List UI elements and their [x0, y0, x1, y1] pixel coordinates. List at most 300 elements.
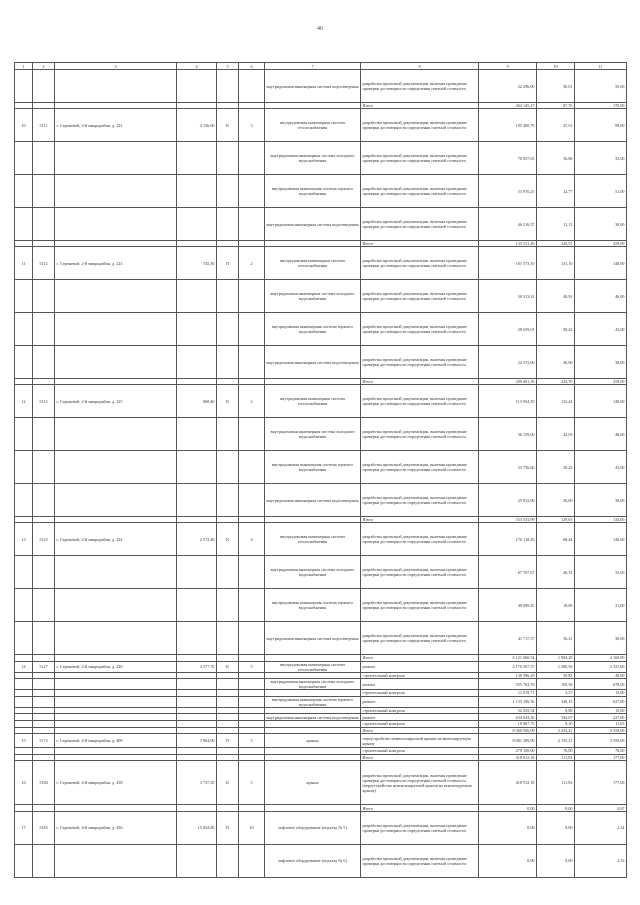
- table-cell-col-3: [55, 280, 177, 313]
- table-row: [15, 754, 627, 761]
- table-cell-col-5: [217, 727, 239, 734]
- table-cell-col-7: крыша: [265, 734, 361, 748]
- table-cell-col-1: 12: [15, 385, 33, 418]
- table-cell-col-8: разработка проектной документации, включая проведение проверки достоверности определения сметной стоимости: [361, 811, 479, 844]
- table-cell-col-10: 0,00: [537, 805, 575, 812]
- table-cell-col-4: [177, 622, 217, 655]
- table-cell-col-8: строительный контроль: [361, 748, 479, 755]
- table-row: [15, 661, 627, 672]
- table-cell-col-11: 134,00: [575, 517, 627, 523]
- table-cell-col-7: [265, 720, 361, 727]
- table-cell-col-5: [217, 418, 239, 451]
- table-cell-col-10: 87,76: [537, 103, 575, 109]
- table-cell-col-4: [177, 313, 217, 346]
- table-cell-col-1: [15, 679, 33, 690]
- table-cell-col-11: 30,00: [575, 346, 627, 379]
- table-cell-col-8: разработка проектной документации, включая проведение проверки достоверности определения сметной стоимости: [361, 844, 479, 877]
- table-cell-col-9: 418 912,18: [479, 761, 537, 805]
- table-cell-col-9: 41 717,57: [479, 622, 537, 655]
- table-cell-col-7: внутридомовая инженерная система горячего водоснабжения: [265, 313, 361, 346]
- table-cell-col-1: [15, 175, 33, 208]
- table-cell-col-8: разработка проектной документации, включая проведение проверки достоверности определения сметной стоимости: [361, 346, 479, 379]
- table-cell-col-1: [15, 346, 33, 379]
- table-cell-col-1: [15, 672, 33, 679]
- table-cell-col-10: 30,00: [537, 484, 575, 517]
- table-cell-col-7: [265, 727, 361, 734]
- table-cell-col-2: [33, 142, 55, 175]
- table-cell-col-6: 5: [239, 734, 265, 748]
- table-cell-col-2: [33, 622, 55, 655]
- table-row: [15, 385, 627, 418]
- table-cell-col-3: [55, 655, 177, 662]
- table-cell-col-10: 16,21: [537, 622, 575, 655]
- table-row: [15, 247, 627, 280]
- table-cell-col-4: 15 834,80: [177, 811, 217, 844]
- table-cell-col-6: [239, 707, 265, 714]
- table-cell-col-10: 111,92: [537, 761, 575, 805]
- table-cell-col-6: [239, 754, 265, 761]
- table-cell-col-4: [177, 844, 217, 877]
- table-cell-col-10: 16,86: [537, 142, 575, 175]
- table-cell-col-11: 51,00: [575, 175, 627, 208]
- table-cell-col-8: строительный контроль: [361, 707, 479, 714]
- table-cell-col-7: внутридомовая инженерная система горячего водоснабжения: [265, 589, 361, 622]
- table-cell-col-11: 33,00: [575, 142, 627, 175]
- table-cell-col-4: [177, 754, 217, 761]
- table-cell-col-7: внутридомовая инженерная система горячего водоснабжения: [265, 696, 361, 707]
- table-cell-col-8: строительный контроль: [361, 690, 479, 697]
- table-cell-col-5: [217, 805, 239, 812]
- table-cell-col-5: П: [217, 247, 239, 280]
- table-cell-col-8: разработка проектной документации, включая проведение проверки достоверности определения сметной стоимости: [361, 556, 479, 589]
- table-cell-col-9: 333 533,99: [479, 517, 537, 523]
- table-cell-col-6: 5: [239, 661, 265, 672]
- table-cell-col-8: разработка проектной документации, включая проведение проверки достоверности определения сметной стоимости: [361, 451, 479, 484]
- table-cell-col-4: 4 156,60: [177, 109, 217, 142]
- table-cell-col-1: [15, 696, 33, 707]
- table-cell-col-11: 3 559,00: [575, 727, 627, 734]
- table-cell-col-2: [33, 727, 55, 734]
- table-cell-col-3: [55, 727, 177, 734]
- table-cell-col-9: 70 057,65: [479, 142, 537, 175]
- table-cell-col-10: 3,37: [537, 690, 575, 697]
- table-cell-col-9: 4 176 507,57: [479, 661, 537, 672]
- table-row: [15, 672, 627, 679]
- table-row: [15, 484, 627, 517]
- table-cell-col-11: 4,67: [575, 805, 627, 812]
- table-cell-col-1: [15, 690, 33, 697]
- table-row: [15, 589, 627, 622]
- page-number: 46: [317, 26, 323, 32]
- table-cell-col-3: [55, 346, 177, 379]
- table-cell-col-4: [177, 484, 217, 517]
- table-row: [15, 707, 627, 714]
- table-cell-col-2: [33, 679, 55, 690]
- table-cell-col-2: [33, 672, 55, 679]
- table-cell-col-3: [55, 805, 177, 812]
- table-cell-col-4: 3 964,00: [177, 734, 217, 748]
- table-cell-col-2: [33, 805, 55, 812]
- table-row: [15, 805, 627, 812]
- table-cell-col-10: 346,15: [537, 696, 575, 707]
- header-cell: 7: [265, 63, 361, 70]
- table-cell-col-11: 76,00: [575, 748, 627, 755]
- table-cell-col-7: крыша: [265, 761, 361, 805]
- table-row: [15, 761, 627, 805]
- table-row: [15, 280, 627, 313]
- table-cell-col-10: 2 233,21: [537, 727, 575, 734]
- table-cell-col-1: [15, 844, 33, 877]
- table-cell-col-5: [217, 754, 239, 761]
- table-cell-col-5: [217, 70, 239, 103]
- table-cell-col-8: Итого: [361, 379, 479, 385]
- table-cell-col-10: 12,77: [537, 175, 575, 208]
- table-cell-col-2: [33, 346, 55, 379]
- table-cell-col-6: [239, 805, 265, 812]
- table-cell-col-6: [239, 70, 265, 103]
- table-cell-col-6: 5: [239, 761, 265, 805]
- table-cell-col-8: разработка проектной документации, включая проведение проверки достоверности определения сметной стоимости: [361, 313, 479, 346]
- table-cell-col-5: [217, 844, 239, 877]
- table-cell-col-7: [265, 672, 361, 679]
- table-cell-col-2: [33, 451, 55, 484]
- table-cell-col-9: 48 090,45: [479, 589, 537, 622]
- table-cell-col-7: внутридомовая инженерная система водоотведения: [265, 346, 361, 379]
- table-cell-col-4: [177, 679, 217, 690]
- table-cell-col-10: 2 155,21: [537, 734, 575, 748]
- table-cell-col-4: 3 277,70: [177, 661, 217, 672]
- table-cell-col-2: 5111: [33, 109, 55, 142]
- table-cell-col-7: внутридомовая инженерная система теплоснабжения: [265, 385, 361, 418]
- table-cell-col-7: [265, 805, 361, 812]
- table-cell-col-5: [217, 313, 239, 346]
- table-cell-col-8: Итого: [361, 655, 479, 662]
- table-cell-col-8: разработка проектной документации, включая проведение проверки достоверности определения сметной стоимости: [361, 523, 479, 556]
- table-cell-col-1: 10: [15, 109, 33, 142]
- table-row: [15, 655, 627, 662]
- table-cell-col-8: Итого: [361, 805, 479, 812]
- table-cell-col-10: 1 994,20: [537, 655, 575, 662]
- table-cell-col-3: [55, 208, 177, 241]
- table-cell-col-7: внутридомовая инженерная система водоотведения: [265, 208, 361, 241]
- table-cell-col-1: [15, 484, 33, 517]
- table-cell-col-10: 26,31: [537, 556, 575, 589]
- table-cell-col-7: внутридомовая инженерная система холодного водоснабжения: [265, 280, 361, 313]
- table-cell-col-8: разработка проектной документации, включая проведение проверки достоверности определения сметной стоимости: [361, 109, 479, 142]
- header-cell: 2: [33, 63, 55, 70]
- table-row: [15, 622, 627, 655]
- table-cell-col-6: 2: [239, 385, 265, 418]
- table-cell-col-4: [177, 714, 217, 721]
- table-cell-col-2: 5172: [33, 734, 55, 748]
- table-cell-col-11: 140,00: [575, 247, 627, 280]
- table-cell-col-10: 40,91: [537, 280, 575, 313]
- table-row: [15, 418, 627, 451]
- table-cell-col-5: К: [217, 385, 239, 418]
- table-cell-col-9: 32 335,54: [479, 707, 537, 714]
- table-cell-col-3: г. Стрежевой, 4-й микрорайон, д. 436: [55, 811, 177, 844]
- table-cell-col-11: 627,00: [575, 696, 627, 707]
- table-cell-col-7: внутридомовая инженерная система теплоснабжения: [265, 661, 361, 672]
- table-cell-col-11: 30,00: [575, 208, 627, 241]
- table-cell-col-3: [55, 451, 177, 484]
- table-cell-col-4: [177, 727, 217, 734]
- table-cell-col-2: [33, 70, 55, 103]
- table-cell-col-1: [15, 720, 33, 727]
- table-cell-col-1: [15, 748, 33, 755]
- table-cell-col-10: 38,42: [537, 313, 575, 346]
- table-cell-col-11: 30,00: [575, 484, 627, 517]
- table-cell-col-7: лифтовое оборудование (подъезд № 6): [265, 844, 361, 877]
- table-cell-col-9: 1 133 196,56: [479, 696, 537, 707]
- table-cell-col-10: 8,10: [537, 720, 575, 727]
- table-cell-col-3: [55, 714, 177, 721]
- table-row: [15, 556, 627, 589]
- table-cell-col-11: 99,00: [575, 109, 627, 142]
- table-cell-col-9: 8 081 289,09: [479, 734, 537, 748]
- table-cell-col-5: [217, 748, 239, 755]
- table-cell-col-6: [239, 714, 265, 721]
- table-cell-col-1: 15: [15, 734, 33, 748]
- table-cell-col-11: 678,00: [575, 679, 627, 690]
- table-cell-col-5: [217, 622, 239, 655]
- table-cell-col-6: [239, 589, 265, 622]
- table-cell-col-6: [239, 451, 265, 484]
- table-cell-col-11: 33,00: [575, 556, 627, 589]
- header-cell: 3: [55, 63, 177, 70]
- table-cell-col-2: [33, 754, 55, 761]
- table-cell-col-9: 0,00: [479, 811, 537, 844]
- table-cell-col-9: 28 659,01: [479, 313, 537, 346]
- table-cell-col-1: [15, 208, 33, 241]
- table-cell-col-2: [33, 589, 55, 622]
- table-cell-col-11: 259,00: [575, 241, 627, 247]
- table-cell-col-11: 46,00: [575, 418, 627, 451]
- table-cell-col-5: К: [217, 109, 239, 142]
- table-cell-col-3: г. Стрежевой, 4-й микрорайон, д. 409: [55, 734, 177, 748]
- table-cell-col-10: 111,92: [537, 754, 575, 761]
- table-cell-col-5: [217, 175, 239, 208]
- table-cell-col-1: 11: [15, 247, 33, 280]
- table-cell-col-3: г. Стрежевой, 4-й микрорайон, д. 438: [55, 761, 177, 805]
- table-row: [15, 696, 627, 707]
- table-cell-col-6: [239, 844, 265, 877]
- table-row: [15, 70, 627, 103]
- table-cell-col-6: [239, 418, 265, 451]
- table-cell-col-3: [55, 175, 177, 208]
- table-row: [15, 690, 627, 697]
- table-row: [15, 844, 627, 877]
- table-cell-col-9: 176 118,30: [479, 523, 537, 556]
- table-cell-col-3: г. Стрежевой, 2-й микрорайон, д. 223: [55, 247, 177, 280]
- table-cell-col-1: [15, 707, 33, 714]
- table-cell-col-9: 22 296,00: [479, 70, 537, 103]
- table-cell-col-4: [177, 707, 217, 714]
- table-cell-col-2: [33, 175, 55, 208]
- table-cell-col-2: [33, 690, 55, 697]
- table-cell-col-5: [217, 484, 239, 517]
- table-cell-col-6: [239, 727, 265, 734]
- table-cell-col-8: строительный контроль: [361, 720, 479, 727]
- table-cell-col-3: [55, 313, 177, 346]
- table-cell-col-10: 39,84: [537, 672, 575, 679]
- table-cell-col-1: 16: [15, 761, 33, 805]
- table-cell-col-8: разработка проектной документации, включая проведение проверки достоверности определения сметной стоимости: [361, 385, 479, 418]
- table-cell-col-7: внутридомовая инженерная система водоотведения: [265, 714, 361, 721]
- table-cell-col-10: 47,01: [537, 109, 575, 142]
- table-cell-col-5: [217, 714, 239, 721]
- table-cell-col-11: 43,00: [575, 313, 627, 346]
- table-cell-col-9: 209 681,59: [479, 379, 537, 385]
- table-cell-col-8: Итого: [361, 517, 479, 523]
- table-cell-col-11: 2,33: [575, 844, 627, 877]
- table-cell-col-4: [177, 175, 217, 208]
- table-cell-col-1: [15, 655, 33, 662]
- table-cell-col-10: 0,00: [537, 811, 575, 844]
- table-cell-col-8: разработка проектной документации, включая проведение проверки достоверности определения сметной стоимости (переустройство невентилируемой крыши на вентилируемую крышу): [361, 761, 479, 805]
- table-cell-col-3: [55, 720, 177, 727]
- table-cell-col-10: 68,44: [537, 523, 575, 556]
- table-cell-col-8: разработка проектной документации, включая проведение проверки достоверности определения сметной стоимости: [361, 280, 479, 313]
- table-cell-col-4: [177, 696, 217, 707]
- table-cell-col-8: разработка проектной документации, включая проведение проверки достоверности определения сметной стоимости: [361, 418, 479, 451]
- header-cell: 5: [217, 63, 239, 70]
- table-cell-col-7: [265, 748, 361, 755]
- table-cell-col-10: 243,70: [537, 379, 575, 385]
- table-cell-col-3: [55, 418, 177, 451]
- table-cell-col-11: 43,00: [575, 451, 627, 484]
- table-cell-col-5: [217, 720, 239, 727]
- table-cell-col-8: переустройство невентилируемой крыши на вентилируемую крышу: [361, 734, 479, 748]
- table-cell-col-10: 0,00: [537, 844, 575, 877]
- table-row: [15, 714, 627, 721]
- header-cell: 8: [361, 63, 479, 70]
- table-cell-col-11: 177,00: [575, 754, 627, 761]
- table-cell-col-5: П: [217, 734, 239, 748]
- table-cell-col-11: 2 527,00: [575, 661, 627, 672]
- table-cell-col-9: 22 372,00: [479, 346, 537, 379]
- table-cell-col-8: разработка проектной документации, включая проведение проверки достоверности определения сметной стоимости: [361, 247, 479, 280]
- table-cell-col-9: 555 763,76: [479, 679, 537, 690]
- header-cell: 10: [537, 63, 575, 70]
- table-cell-col-7: [265, 754, 361, 761]
- table-cell-col-1: [15, 714, 33, 721]
- header-cell: 6: [239, 63, 265, 70]
- table-cell-col-10: 169,56: [537, 679, 575, 690]
- table-cell-col-9: 30 313,31: [479, 280, 537, 313]
- table-cell-col-8: ремонт: [361, 679, 479, 690]
- table-cell-col-2: 5112: [33, 247, 55, 280]
- table-cell-col-3: [55, 679, 177, 690]
- table-cell-col-8: разработка проектной документации, включая проведение проверки достоверности определения сметной стоимости: [361, 142, 479, 175]
- table-cell-col-4: 860,40: [177, 385, 217, 418]
- table-cell-col-6: [239, 346, 265, 379]
- table-cell-col-11: 11,03: [575, 720, 627, 727]
- table-cell-col-7: внутридомовая инженерная система холодного водоснабжения: [265, 556, 361, 589]
- table-cell-col-4: [177, 451, 217, 484]
- table-cell-col-2: [33, 714, 55, 721]
- table-cell-col-2: [33, 556, 55, 589]
- table-cell-col-4: [177, 672, 217, 679]
- table-cell-col-7: [265, 707, 361, 714]
- table-cell-col-1: [15, 622, 33, 655]
- table-cell-col-5: [217, 280, 239, 313]
- table-cell-col-3: [55, 696, 177, 707]
- table-row: [15, 523, 627, 556]
- table-cell-col-2: 5127: [33, 661, 55, 672]
- table-cell-col-10: 42,03: [537, 418, 575, 451]
- table-cell-col-1: 17: [15, 811, 33, 844]
- table-cell-col-2: [33, 208, 55, 241]
- table-cell-col-5: [217, 672, 239, 679]
- table-cell-col-3: г. Стрежевой, 2-й микрорайон, д. 236: [55, 661, 177, 672]
- table-cell-col-8: разработка проектной документации, включая проведение проверки достоверности определения сметной стоимости: [361, 622, 479, 655]
- table-cell-col-3: [55, 754, 177, 761]
- table-cell-col-3: [55, 690, 177, 697]
- table-cell-col-8: ремонт: [361, 696, 479, 707]
- table-cell-col-1: 13: [15, 523, 33, 556]
- table-cell-col-3: г. Стрежевой, 2-й микрорайон, д. 222: [55, 109, 177, 142]
- table-cell-col-4: [177, 589, 217, 622]
- table-cell-col-11: 177,00: [575, 761, 627, 805]
- table-cell-col-9: 25 812,00: [479, 484, 537, 517]
- table-cell-col-4: [177, 720, 217, 727]
- table-cell-col-3: [55, 672, 177, 679]
- table-cell-col-11: 140,00: [575, 523, 627, 556]
- table-cell-col-7: внутридомовая инженерная система холодного водоснабжения: [265, 142, 361, 175]
- table-cell-col-5: [217, 655, 239, 662]
- table-cell-col-2: [33, 655, 55, 662]
- table-cell-col-6: [239, 175, 265, 208]
- table-cell-col-10: 76,00: [537, 748, 575, 755]
- table-cell-col-3: [55, 748, 177, 755]
- table-cell-col-11: 15,00: [575, 707, 627, 714]
- table-cell-col-10: 39,23: [537, 451, 575, 484]
- table-cell-col-11: 259,00: [575, 379, 627, 385]
- table-cell-col-1: 14: [15, 661, 33, 672]
- table-cell-col-4: [177, 690, 217, 697]
- table-cell-col-2: [33, 313, 55, 346]
- table-cell-col-7: внутридомовая инженерная система теплоснабжения: [265, 523, 361, 556]
- table-cell-col-7: внутридомовая инженерная система горячего водоснабжения: [265, 175, 361, 208]
- header-cell: 11: [575, 63, 627, 70]
- table-cell-col-3: [55, 844, 177, 877]
- table-cell-col-8: Итого: [361, 103, 479, 109]
- table-cell-col-1: [15, 451, 33, 484]
- header-cell: 9: [479, 63, 537, 70]
- table-cell-col-9: 67 707,67: [479, 556, 537, 589]
- table-cell-col-1: [15, 556, 33, 589]
- table-cell-col-5: [217, 696, 239, 707]
- table-row: [15, 720, 627, 727]
- table-row: [15, 208, 627, 241]
- table-cell-col-10: 11,13: [537, 208, 575, 241]
- table-cell-col-10: 30,01: [537, 70, 575, 103]
- table-cell-col-9: 33 756,60: [479, 451, 537, 484]
- table-cell-col-2: 5184: [33, 761, 55, 805]
- table-cell-col-9: 0,00: [479, 844, 537, 877]
- table-cell-col-8: разработка проектной документации, включая проведение проверки достоверности определения сметной стоимости: [361, 175, 479, 208]
- table-cell-col-7: внутридомовая инженерная система холодного водоснабжения: [265, 679, 361, 690]
- header-cell: 1: [15, 63, 33, 70]
- table-cell-col-10: 194,07: [537, 714, 575, 721]
- table-cell-col-4: 2 572,40: [177, 523, 217, 556]
- table-cell-col-7: внутридомовая инженерная система горячего водоснабжения: [265, 451, 361, 484]
- table-cell-col-6: [239, 556, 265, 589]
- table-cell-col-5: [217, 208, 239, 241]
- table-cell-col-5: К: [217, 761, 239, 805]
- table-cell-col-3: [55, 484, 177, 517]
